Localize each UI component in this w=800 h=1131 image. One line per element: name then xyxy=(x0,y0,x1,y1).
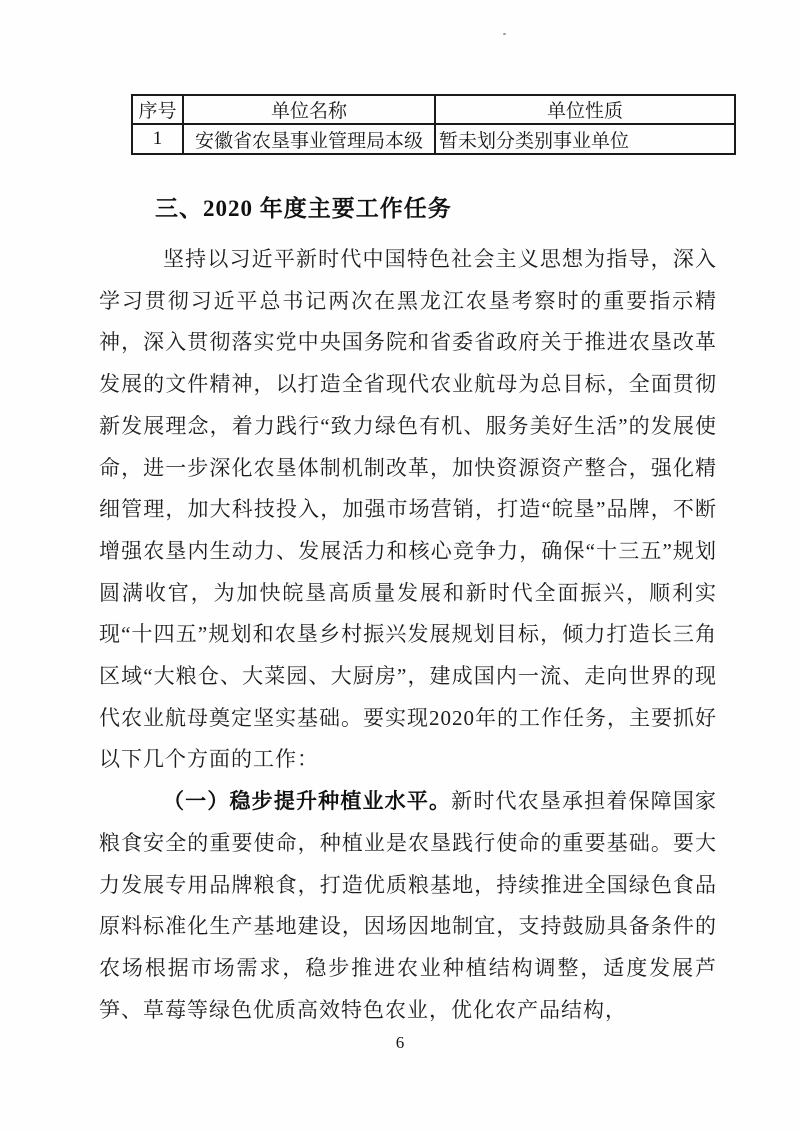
paragraph-item-1-lead: （一）稳步提升种植业水平。 xyxy=(163,789,452,814)
page-number: 6 xyxy=(395,1033,405,1052)
table-header-serial: 序号 xyxy=(132,95,183,124)
cell-unit-type: 暂未划分类别事业单位 xyxy=(435,124,735,154)
table-header-unit-type: 单位性质 xyxy=(435,95,735,124)
paragraph-item-1-text: 新时代农垦承担着保障国家粮食安全的重要使命，种植业是农垦践行使命的重要基础。要大力发展专用品牌粮食，打造优质粮基地，持续推进全国绿色食品原料标准化生产基地建设，因场因地制宜，支持鼓励具备条件的农场根据市场需求，稳步推进农业种植结构调整，适度发展芦笋、草莓等绿色优质高效特色农业，优化农产品结构， xyxy=(99,789,718,1022)
unit-table xyxy=(131,94,736,155)
table-row xyxy=(132,124,735,154)
table-header-row xyxy=(132,95,735,124)
table-header-unit-name: 单位名称 xyxy=(183,95,435,124)
paragraph-item-1 xyxy=(99,781,717,1031)
paragraph-overview: 坚持以习近平新时代中国特色社会主义思想为指导，深入学习贯彻习近平总书记两次在黑龙江农垦考察时的重要指示精神，深入贯彻落实党中央国务院和省委省政府关于推进农垦改革发展的文件精神，以打造全省现代农业航母为总目标，全面贯彻新发展理念，着力践行“致力绿色有机、服务美好生活”的发展使命，进一步深化农垦体制机制改革，加快资源资产整合，强化精细管理，加大科技投入，加强市场营销，打造“皖垦”品牌，不断增强农垦内生动力、发展活力和核心竞争力，确保“十三五”规划圆满收官，为加快皖垦高质量发展和新时代全面振兴，顺利实现“十四五”规划和农垦乡村振兴发展规划目标，倾力打造长三角区域“大粮仓、大菜园、大厨房”，建成国内一流、走向世界的现代农业航母奠定坚实基础。要实现2020年的工作任务，主要抓好以下几个方面的工作： xyxy=(99,247,717,772)
cell-unit-name: 安徽省农垦事业管理局本级 xyxy=(183,124,435,154)
section-heading: 三、2020 年度主要工作任务 xyxy=(155,196,452,221)
text-block xyxy=(99,188,717,1031)
scan-speck xyxy=(503,33,506,35)
cell-serial-number: 1 xyxy=(132,124,183,154)
